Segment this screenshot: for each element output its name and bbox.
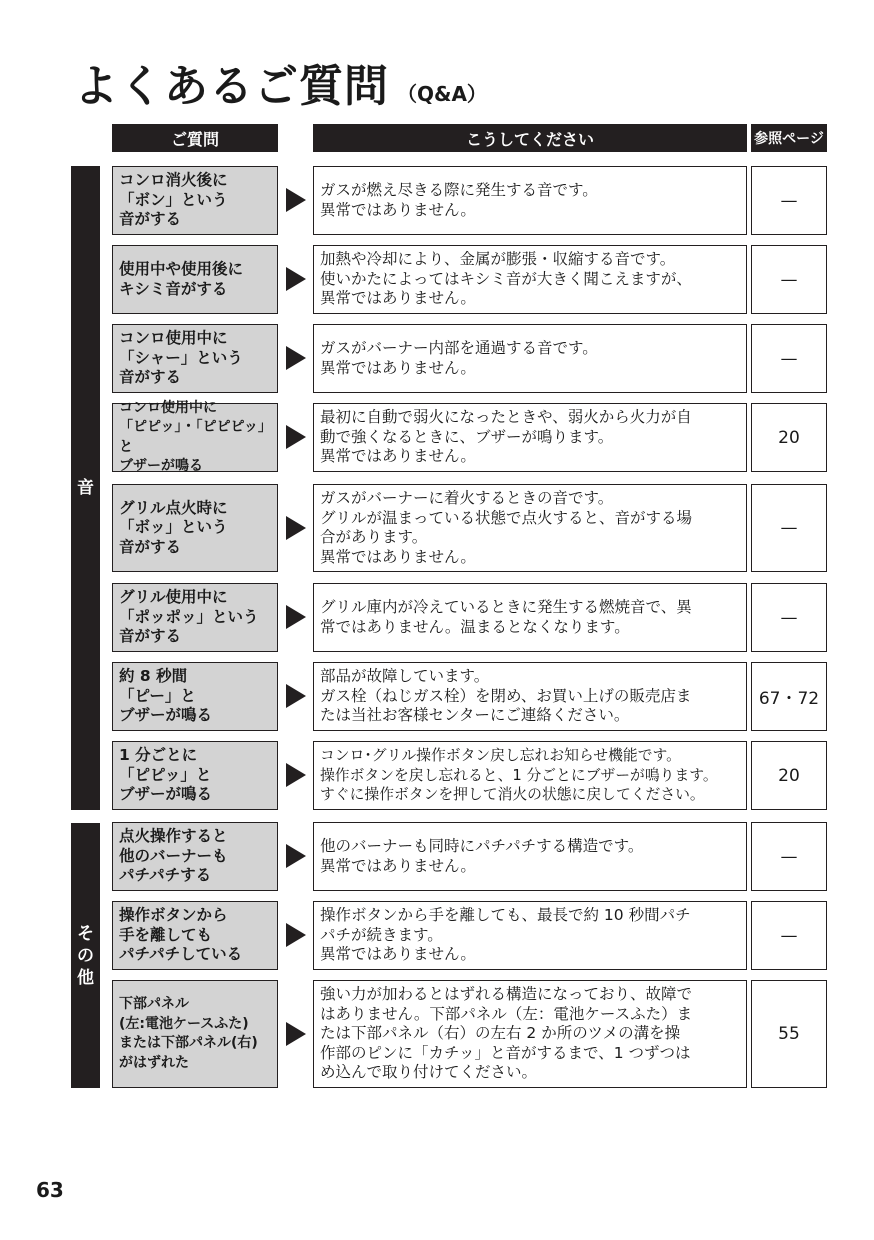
question-text: 使用中や使用後に キシミ音がする	[119, 260, 244, 298]
arrow-right-icon	[286, 188, 306, 212]
question-cell	[112, 166, 278, 235]
question-cell	[112, 245, 278, 314]
title-main: よくあるご質問	[74, 61, 389, 112]
answer-cell	[313, 662, 747, 731]
answer-text: グリル庫内が冷えているときに発生する燃焼音で、異 常ではありません。温まるとなくなります。	[320, 598, 692, 636]
answer-cell	[313, 980, 747, 1088]
answer-cell	[313, 822, 747, 891]
reference-page: 20	[751, 741, 827, 810]
page-title	[74, 50, 487, 114]
answer-cell	[313, 741, 747, 810]
arrow-right-icon	[286, 267, 306, 291]
question-text: コンロ使用中に 「シャー」という 音がする	[119, 329, 243, 387]
qa-row	[0, 741, 874, 810]
qa-row	[0, 822, 874, 891]
arrow-right-icon	[286, 923, 306, 947]
arrow-right-icon	[286, 684, 306, 708]
question-text: グリル点火時に 「ボッ」という 音がする	[119, 498, 228, 556]
answer-text: 最初に自動で弱火になったときや、弱火から火力が自 動で強くなるときに、ブザーが鳴ります。 異常ではありません。	[320, 408, 692, 466]
question-cell	[112, 980, 278, 1088]
header-question: ご質問	[112, 124, 278, 152]
qa-row	[0, 662, 874, 731]
answer-cell	[313, 583, 747, 652]
question-text: 点火操作すると 他のバーナーも パチパチする	[119, 827, 228, 885]
question-cell	[112, 484, 278, 572]
question-cell	[112, 662, 278, 731]
reference-page: —	[751, 484, 827, 572]
qa-row	[0, 583, 874, 652]
qa-row	[0, 484, 874, 566]
answer-cell	[313, 901, 747, 970]
answer-text: ガスがバーナー内部を通過する音です。 異常ではありません。	[320, 339, 598, 377]
question-text: 1 分ごとに 「ピピッ」と ブザーが鳴る	[119, 746, 213, 804]
answer-text: 強い力が加わるとはずれる構造になっており、故障で はありません。下部パネル（左：電池ケースふた）ま たは下部パネル（右）の左右 2 か所のツメの溝を操 作部のピンに「カチッ」と音がするまで、1 つずつは め込んで取り付けてください。	[320, 985, 693, 1082]
qa-row	[0, 901, 874, 970]
reference-page: —	[751, 324, 827, 393]
reference-page: —	[751, 245, 827, 314]
answer-text: 他のバーナーも同時にパチパチする構造です。 異常ではありません。	[320, 837, 644, 875]
answer-text: 加熱や冷却により、金属が膨張・収縮する音です。 使いかたによってはキシミ音が大きく聞こえますが、 異常ではありません。	[320, 250, 692, 308]
question-text: コンロ使用中に 「ピピッ」・「ピピピッ」と ブザーが鳴る	[119, 399, 272, 474]
arrow-right-icon	[286, 844, 306, 868]
arrow-right-icon	[286, 425, 306, 449]
answer-cell	[313, 403, 747, 472]
answer-cell	[313, 166, 747, 235]
category-sound-label: 音	[77, 478, 94, 498]
arrow-right-icon	[286, 516, 306, 540]
question-text: 操作ボタンから 手を離しても パチパチしている	[119, 906, 243, 964]
arrow-right-icon	[286, 346, 306, 370]
answer-text: ガスが燃え尽きる際に発生する音です。 異常ではありません。	[320, 181, 598, 219]
question-cell	[112, 822, 278, 891]
question-text: グリル使用中に 「ポッポッ」という 音がする	[119, 588, 259, 646]
answer-text: 部品が故障しています。 ガス栓（ねじガス栓）を閉め、お買い上げの販売店ま たは当社お客様センターにご連絡ください。	[320, 667, 692, 725]
arrow-right-icon	[286, 605, 306, 629]
arrow-right-icon	[286, 1022, 306, 1046]
qa-row	[0, 324, 874, 393]
page-number: 63	[36, 1178, 64, 1202]
reference-page: —	[751, 901, 827, 970]
answer-text: ガスがバーナーに着火するときの音です。 グリルが温まっている状態で点火すると、音がする場 合があります。 異常ではありません。	[320, 489, 693, 566]
answer-cell	[313, 324, 747, 393]
category-other-label: その他	[77, 923, 94, 988]
header-answer: こうしてください	[313, 124, 747, 152]
arrow-right-icon	[286, 763, 306, 787]
qa-row	[0, 980, 874, 1082]
answer-cell	[313, 245, 747, 314]
header-page: 参照ページ	[751, 124, 827, 152]
reference-page: 55	[751, 980, 827, 1088]
question-cell	[112, 741, 278, 810]
question-text: 約 8 秒間 「ピー」と ブザーが鳴る	[119, 667, 213, 725]
question-cell	[112, 399, 278, 474]
reference-page: —	[751, 583, 827, 652]
answer-text: コンロ･グリル操作ボタン戻し忘れお知らせ機能です。 操作ボタンを戻し忘れると、1 分ごとにブザーが鳴ります。 すぐに操作ボタンを押して消火の状態に戻してください。	[320, 747, 718, 804]
qa-row	[0, 399, 874, 474]
reference-page: —	[751, 822, 827, 891]
question-text: 下部パネル (左:電池ケースふた) または下部パネル(右) がはずれた	[119, 996, 258, 1071]
title-sub: （Q&A）	[397, 82, 487, 106]
question-cell	[112, 583, 278, 652]
reference-page: 20	[751, 403, 827, 472]
qa-row	[0, 166, 874, 235]
question-cell	[112, 324, 278, 393]
reference-page: 67・72	[751, 662, 827, 731]
qa-row	[0, 245, 874, 314]
question-text: コンロ消火後に 「ボン」という 音がする	[119, 171, 228, 229]
answer-text: 操作ボタンから手を離しても、最長で約 10 秒間パチ パチが続きます。 異常ではありません。	[320, 906, 691, 964]
answer-cell	[313, 484, 747, 572]
reference-page: —	[751, 166, 827, 235]
question-cell	[112, 901, 278, 970]
